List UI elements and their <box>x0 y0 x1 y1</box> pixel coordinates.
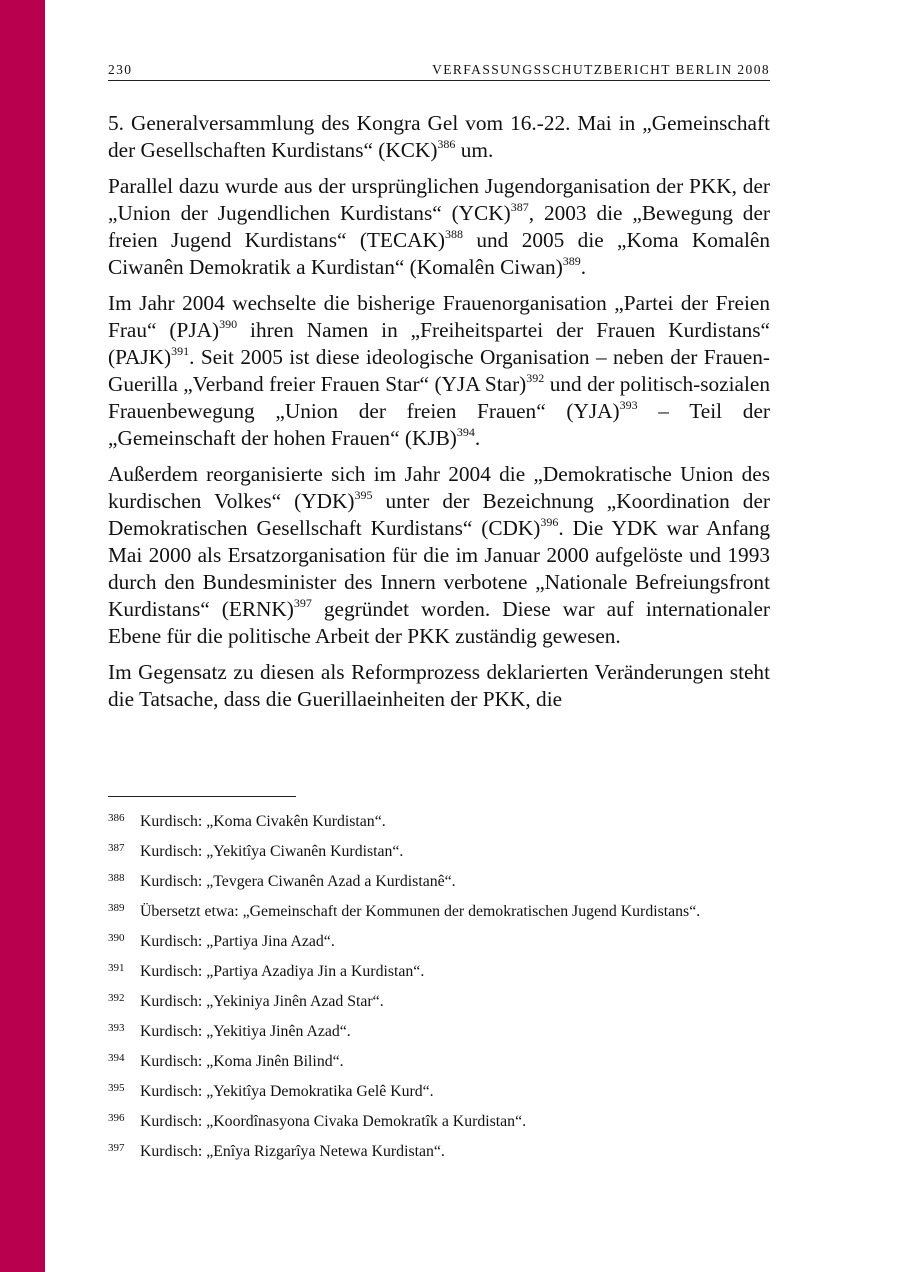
paragraph-text: und 2005 die „Koma Komalên Ciwanên Demokratik a Kurdistan“ (Komalên Ciwan) <box>108 228 770 279</box>
paragraph <box>108 659 770 713</box>
footnote-text: Kurdisch: „Tevgera Ciwanên Azad a Kurdistanê“. <box>140 873 456 890</box>
footnote-text: Kurdisch: „Koma Jinên Bilind“. <box>140 1053 344 1070</box>
footnote-text: Kurdisch: „Yekitîya Demokratika Gelê Kurd“. <box>140 1083 434 1100</box>
footnote-reference: 394 <box>456 425 475 439</box>
paragraph-text: . <box>580 255 587 279</box>
body-text <box>108 110 770 722</box>
side-color-bar <box>0 0 45 1272</box>
footnote <box>108 1112 770 1132</box>
footnote-number: 394 <box>108 1052 125 1064</box>
footnote-text: Kurdisch: „Yekiniya Jinên Azad Star“. <box>140 993 384 1010</box>
page-number: 230 <box>108 62 133 77</box>
paragraph <box>108 290 770 452</box>
paragraph-text: Parallel dazu wurde aus der ursprünglichen Jugendorganisation der PKK, der „Union der Jugendlichen Kurdistans“ (YCK) <box>108 174 770 225</box>
paragraph-text: Im Jahr 2004 wechselte die bisherige Frauenorganisation „Partei der Freien Frau“ (PJA) <box>108 291 770 342</box>
footnote-reference: 397 <box>293 596 312 610</box>
page-header <box>108 62 770 81</box>
footnote-reference: 389 <box>562 254 581 268</box>
footnote-reference: 391 <box>171 344 190 358</box>
paragraph-text: und der politisch-sozialen Frauenbewegung „Union der freien Frauen“ (YJA) <box>108 372 770 423</box>
paragraph <box>108 173 770 281</box>
footnote-text: Übersetzt etwa: „Gemeinschaft der Kommunen der demokratischen Jugend Kurdistans“. <box>140 903 701 920</box>
footnote-reference: 388 <box>445 227 464 241</box>
paragraph-text: , 2003 die „Bewegung der freien Jugend Kurdistans“ (TECAK) <box>108 201 770 252</box>
footnote <box>108 1082 770 1102</box>
footnote-text: Kurdisch: „Yekitîya Ciwanên Kurdistan“. <box>140 843 404 860</box>
footnote-number: 393 <box>108 1022 125 1034</box>
footnote-text: Kurdisch: „Partiya Jina Azad“. <box>140 933 335 950</box>
footnote <box>108 932 770 952</box>
footnote <box>108 842 770 862</box>
footnote <box>108 962 770 982</box>
footnote-number: 391 <box>108 962 125 974</box>
footnote-reference: 392 <box>526 371 545 385</box>
footnote-number: 386 <box>108 812 125 824</box>
paragraph-text: – Teil der „Gemeinschaft der hohen Frauen“ (KJB) <box>108 399 770 450</box>
footnote-text: Kurdisch: „Koma Civakên Kurdistan“. <box>140 813 386 830</box>
footnote-reference: 395 <box>354 488 373 502</box>
footnote-number: 389 <box>108 902 125 914</box>
footnotes <box>108 812 770 1172</box>
footnote <box>108 1142 770 1162</box>
paragraph <box>108 461 770 650</box>
footnote-reference: 393 <box>619 398 638 412</box>
paragraph-text: . <box>474 426 481 450</box>
footnote <box>108 872 770 892</box>
footnote <box>108 992 770 1012</box>
footnote-separator <box>108 796 296 797</box>
footnote-number: 392 <box>108 992 125 1004</box>
paragraph-text: Im Gegensatz zu diesen als Reformprozess deklarierten Veränderungen steht die Tatsache, dass die Guerillaeinheiten der PKK, die <box>108 660 770 711</box>
footnote-number: 390 <box>108 932 125 944</box>
footnote-reference: 387 <box>510 200 529 214</box>
footnote-number: 388 <box>108 872 125 884</box>
paragraph-text: unter der Bezeichnung „Koordination der Demokratischen Gesellschaft Kurdistans“ (CDK) <box>108 489 770 540</box>
paragraph-text: um. <box>455 138 494 162</box>
footnote-text: Kurdisch: „Koordînasyona Civaka Demokratîk a Kurdistan“. <box>140 1113 527 1130</box>
footnote-reference: 396 <box>540 515 559 529</box>
running-title: VERFASSUNGSSCHUTZBERICHT BERLIN 2008 <box>432 62 770 77</box>
footnote-reference: 386 <box>437 137 456 151</box>
paragraph <box>108 110 770 164</box>
footnote-reference: 390 <box>219 317 238 331</box>
footnote-number: 396 <box>108 1112 125 1124</box>
paragraph-text: . Die YDK war Anfang Mai 2000 als Ersatzorganisation für die im Januar 2000 aufgelöste und 1993 durch den Bundesminister des Innern verbotene „Nationale Befreiungsfront Kurdistans“ (ERNK) <box>108 516 770 621</box>
paragraph-text: ihren Namen in „Freiheitspartei der Frauen Kurdistans“ (PAJK) <box>108 318 770 369</box>
footnote-number: 397 <box>108 1142 125 1154</box>
footnote-number: 387 <box>108 842 125 854</box>
footnote <box>108 1022 770 1042</box>
footnote-text: Kurdisch: „Yekitiya Jinên Azad“. <box>140 1023 351 1040</box>
footnote <box>108 812 770 832</box>
footnote-text: Kurdisch: „Enîya Rizgarîya Netewa Kurdistan“. <box>140 1143 445 1160</box>
footnote <box>108 902 770 922</box>
paragraph-text: Außerdem reorganisierte sich im Jahr 2004 die „Demokratische Union des kurdischen Volkes“ (YDK) <box>108 462 770 513</box>
paragraph-text: 5. Generalversammlung des Kongra Gel vom 16.-22. Mai in „Gemeinschaft der Gesellschaften Kurdistans“ (KCK) <box>108 111 770 162</box>
footnote-number: 395 <box>108 1082 125 1094</box>
footnote-text: Kurdisch: „Partiya Azadiya Jin a Kurdistan“. <box>140 963 425 980</box>
paragraph-text: . Seit 2005 ist diese ideologische Organisation – neben der Frauen-Guerilla „Verband freier Frauen Star“ (YJA Star) <box>108 345 770 396</box>
paragraph-text: gegründet worden. Diese war auf internationaler Ebene für die politische Arbeit der PKK zuständig gewesen. <box>108 597 770 648</box>
footnote <box>108 1052 770 1072</box>
